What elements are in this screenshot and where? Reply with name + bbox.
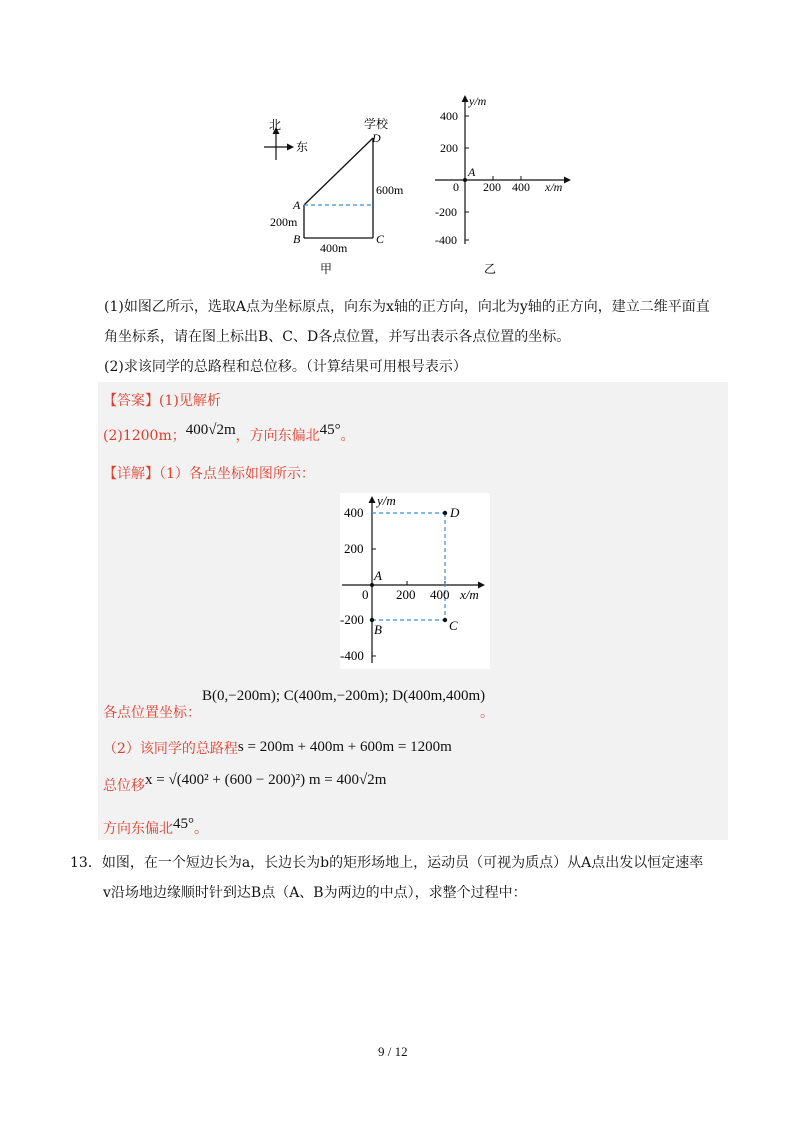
coords-end: 。 bbox=[480, 705, 494, 721]
point-b-label: B bbox=[293, 232, 301, 246]
direction-angle: 45° bbox=[173, 816, 194, 832]
answer-part1: (1)见解析 bbox=[159, 393, 221, 409]
answer-tag: 【答案】 bbox=[103, 393, 159, 409]
displacement-line bbox=[103, 772, 387, 796]
question-part2: (2)求该同学的总路程和总位移。（计算结果可用根号表示） bbox=[104, 359, 467, 375]
length-200-label: 200m bbox=[270, 215, 298, 229]
detail-part2-label: （2）该同学的总路程 bbox=[103, 741, 238, 757]
detail-part2-line bbox=[103, 739, 452, 759]
x-tick-200: 200 bbox=[396, 587, 416, 602]
point-d-label: D bbox=[450, 505, 460, 520]
length-400-label: 400m bbox=[320, 241, 348, 255]
answer-line1 bbox=[103, 391, 221, 411]
q13-line1 bbox=[70, 853, 703, 873]
displacement-formula: x = √(400² + (600 − 200)²) m = 400√2m bbox=[145, 772, 387, 788]
north-label: 北 bbox=[269, 118, 282, 132]
y-axis-label: y/m bbox=[377, 493, 396, 508]
x-tick-400: 400 bbox=[430, 587, 450, 602]
displacement-label: 总位移 bbox=[103, 778, 145, 794]
figure-yi bbox=[430, 92, 580, 277]
q13-number: 13． bbox=[70, 855, 102, 871]
detail-figure bbox=[340, 493, 490, 669]
point-a-label: A bbox=[293, 198, 301, 212]
x-axis-label: x/m bbox=[460, 587, 479, 602]
length-600-label: 600m bbox=[376, 183, 404, 197]
answer-end: 。 bbox=[340, 428, 355, 444]
y-tick-neg400: -400 bbox=[340, 648, 364, 663]
page-number: 9 / 12 bbox=[378, 1044, 408, 1059]
direction-end: 。 bbox=[194, 821, 208, 837]
detail-tag: 【详解】 bbox=[103, 466, 159, 482]
school-label: 学校 bbox=[364, 117, 389, 131]
question-part1-line1: (1)如图乙所示，选取A点为坐标原点，向东为x轴的正方向，向北为y轴的正方向，建立二维平面直 bbox=[104, 299, 710, 315]
point-c-label: C bbox=[376, 232, 385, 246]
y-tick-neg200: -200 bbox=[435, 205, 457, 219]
x-axis-label: x/m bbox=[545, 180, 563, 194]
answer-part2-prefix: (2)1200m； bbox=[103, 428, 186, 444]
y-tick-neg400: -400 bbox=[435, 233, 457, 247]
point-a-label: A bbox=[374, 568, 382, 583]
x-tick-400: 400 bbox=[512, 180, 530, 194]
figure-yi-caption: 乙 bbox=[484, 262, 497, 276]
x-tick-200: 200 bbox=[483, 180, 501, 194]
answer-direction: ，方向东偏北 bbox=[235, 428, 320, 444]
total-distance-formula: s = 200m + 400m + 600m = 1200m bbox=[237, 739, 452, 755]
point-a-label: A bbox=[468, 165, 476, 179]
detail-line1 bbox=[103, 464, 315, 484]
detail-part1: （1）各点坐标如图所示： bbox=[159, 466, 315, 482]
coords-line bbox=[103, 703, 201, 723]
y-tick-neg200: -200 bbox=[340, 612, 364, 627]
figure-jia bbox=[260, 112, 420, 277]
q13-line2: v沿场地边缘顺时针到达B点（A、B为两边的中点），求整个过程中： bbox=[103, 885, 527, 901]
answer-line2 bbox=[103, 422, 355, 446]
point-b-label: B bbox=[374, 622, 382, 637]
answer-angle: 45° bbox=[319, 422, 341, 438]
east-label: 东 bbox=[296, 140, 309, 154]
y-axis-label: y/m bbox=[469, 94, 487, 108]
coords-label: 各点位置坐标： bbox=[103, 705, 201, 721]
point-c-label: C bbox=[449, 618, 458, 633]
origin-label: 0 bbox=[453, 180, 459, 194]
y-tick-200: 200 bbox=[440, 141, 458, 155]
y-tick-200: 200 bbox=[344, 541, 364, 556]
question-part1-line2: 角坐标系，请在图上标出B、C、D各点位置，并写出表示各点位置的坐标。 bbox=[104, 329, 571, 345]
direction-label: 方向东偏北 bbox=[103, 821, 173, 837]
y-tick-400: 400 bbox=[344, 505, 364, 520]
coords-formula: B(0,−200m); C(400m,−200m); D(400m,400m) bbox=[202, 688, 486, 704]
origin-label: 0 bbox=[362, 587, 369, 602]
direction-line bbox=[103, 816, 208, 839]
q13-text-line1: 如图，在一个短边长为a，长边长为b的矩形场地上，运动员（可视为质点）从A点出发以恒定速率 bbox=[101, 855, 704, 871]
y-tick-400: 400 bbox=[440, 109, 458, 123]
point-d-label: D bbox=[372, 131, 381, 145]
figure-jia-caption: 甲 bbox=[320, 262, 333, 276]
detail-figure-box bbox=[340, 493, 490, 669]
answer-displacement-value: 400√2m bbox=[185, 422, 236, 438]
